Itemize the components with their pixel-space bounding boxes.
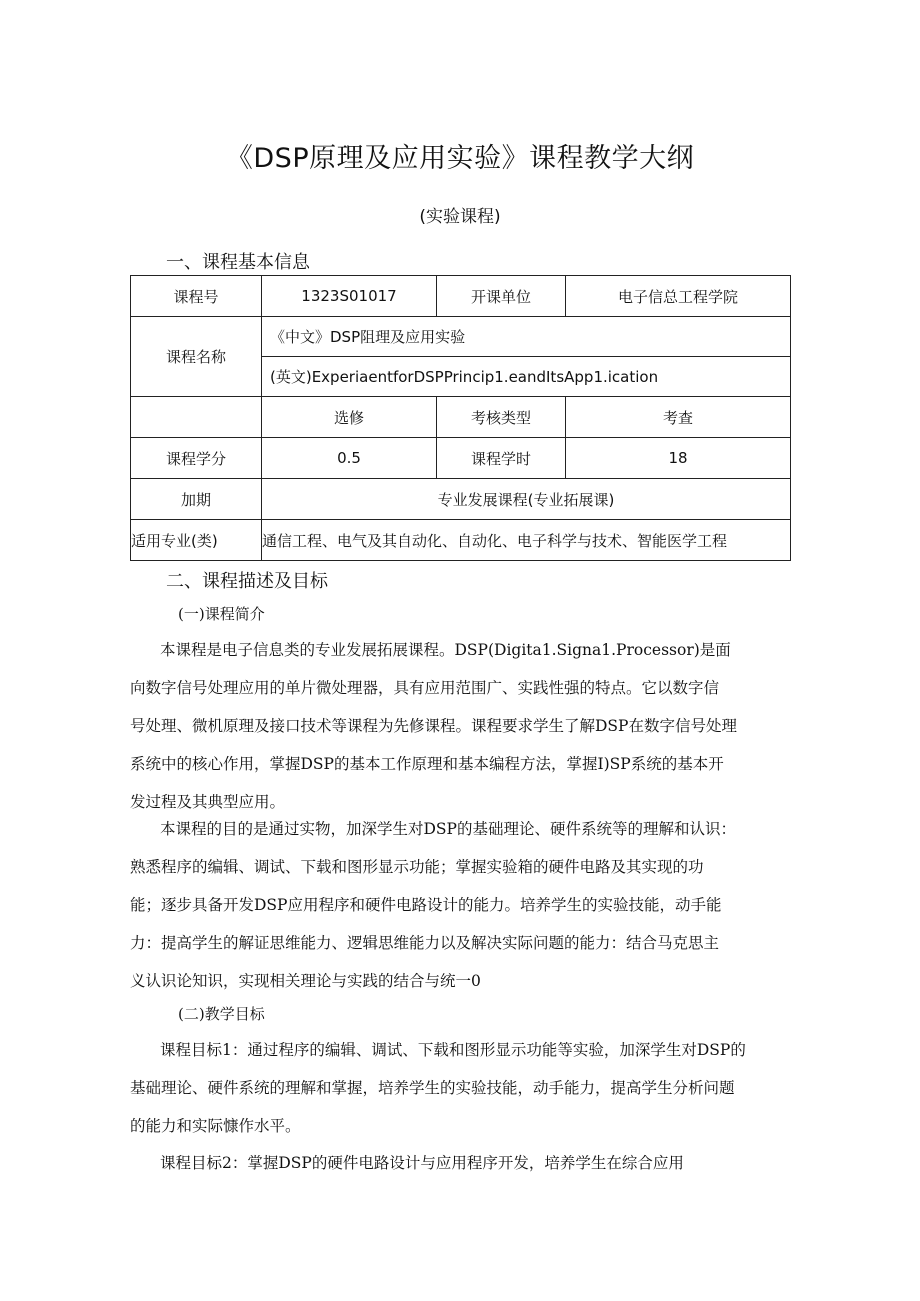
assess-type-label: 考核类型 xyxy=(437,397,566,438)
document-title: 《DSP原理及应用实验》课程教学大纲 xyxy=(225,143,695,174)
assess-type-value: 考查 xyxy=(566,397,791,438)
paragraph-line: 课程目标1：通过程序的编辑、调试、下载和图形显示功能等实验，加深学生对DSP的 xyxy=(160,1041,746,1059)
course-name-label: 课程名称 xyxy=(131,317,262,397)
major-value: 通信工程、电气及其自动化、自动化、电子科学与技术、智能医学工程 xyxy=(262,520,791,561)
course-name-en: (英文)ExperiaentforDSPPrincip1.eandItsApp1.ication xyxy=(262,357,791,397)
unit-value: 电子信总工程学院 xyxy=(566,276,791,317)
goal-paragraph-1 xyxy=(130,1031,794,1145)
goal-paragraph-2 xyxy=(130,1144,794,1182)
hours-label: 课程学时 xyxy=(437,438,566,479)
course-name-cn: 《中文》DSP阻理及应用实验 xyxy=(262,317,791,357)
credit-value: 0.5 xyxy=(262,438,437,479)
paragraph-line: 系统中的核心作用，掌握DSP的基本工作原理和基本编程方法，掌握I)SP系统的基本开 xyxy=(130,755,724,773)
paragraph-line: 本课程是电子信息类的专业发展拓展课程。DSP(Digita1.Signa1.Processor)是面 xyxy=(160,641,731,659)
paragraph-line: 本课程的目的是通过实物，加深学生对DSP的基础理论、硬件系统等的理解和认识： xyxy=(160,820,736,838)
section-heading-basic-info: 一、课程基本信息 xyxy=(166,252,310,273)
course-code-label: 课程号 xyxy=(131,276,262,317)
major-label: 适用专业(类) xyxy=(131,520,262,561)
paragraph-line: 向数字信号处理应用的单片微处理器，具有应用范围广、实践性强的特点。它以数字信 xyxy=(130,679,720,697)
course-code-value: 1323S01017 xyxy=(262,276,437,317)
course-type-value: 选修 xyxy=(262,397,437,438)
paragraph-line: 熟悉程序的编辑、调试、下载和图形显示功能；掌握实验箱的硬件电路及其实现的功 xyxy=(130,858,704,876)
section-heading-description: 二、课程描述及目标 xyxy=(166,571,328,592)
paragraph-line: 课程目标2：掌握DSP的硬件电路设计与应用程序开发，培养学生在综合应用 xyxy=(160,1154,684,1172)
paragraph-line: 能；逐步具备开发DSP应用程序和硬件电路设计的能力。培养学生的实验技能，动手能 xyxy=(130,896,722,914)
paragraph-line: 发过程及其典型应用。 xyxy=(130,793,286,811)
paragraph-line: 力：提高学生的解证思维能力、逻辑思维能力以及解决实际问题的能力：结合马克思主 xyxy=(130,934,720,952)
document-subtitle: (实验课程) xyxy=(419,207,501,227)
unit-label: 开课单位 xyxy=(437,276,566,317)
course-info-table xyxy=(130,275,791,561)
paragraph-line: 号处理、微机原理及接口技术等课程为先修课程。课程要求学生了解DSP在数字信号处理 xyxy=(130,717,737,735)
intro-paragraph-1 xyxy=(130,631,794,821)
period-value: 专业发展课程(专业拓展课) xyxy=(262,479,791,520)
period-label: 加期 xyxy=(131,479,262,520)
paragraph-line: 义认识论知识，实现相关理论与实践的结合与统一0 xyxy=(130,972,481,990)
paragraph-line: 的能力和实际慷作水平。 xyxy=(130,1117,301,1135)
paragraph-line: 基础理论、硬件系统的理解和掌握，培养学生的实验技能，动手能力，提高学生分析问题 xyxy=(130,1079,735,1097)
goal-heading: (二)教学目标 xyxy=(178,1005,265,1023)
course-type-label-empty xyxy=(131,397,262,438)
hours-value: 18 xyxy=(566,438,791,479)
credit-label: 课程学分 xyxy=(131,438,262,479)
intro-paragraph-2 xyxy=(130,810,794,1000)
intro-heading: (一)课程简介 xyxy=(178,605,265,623)
